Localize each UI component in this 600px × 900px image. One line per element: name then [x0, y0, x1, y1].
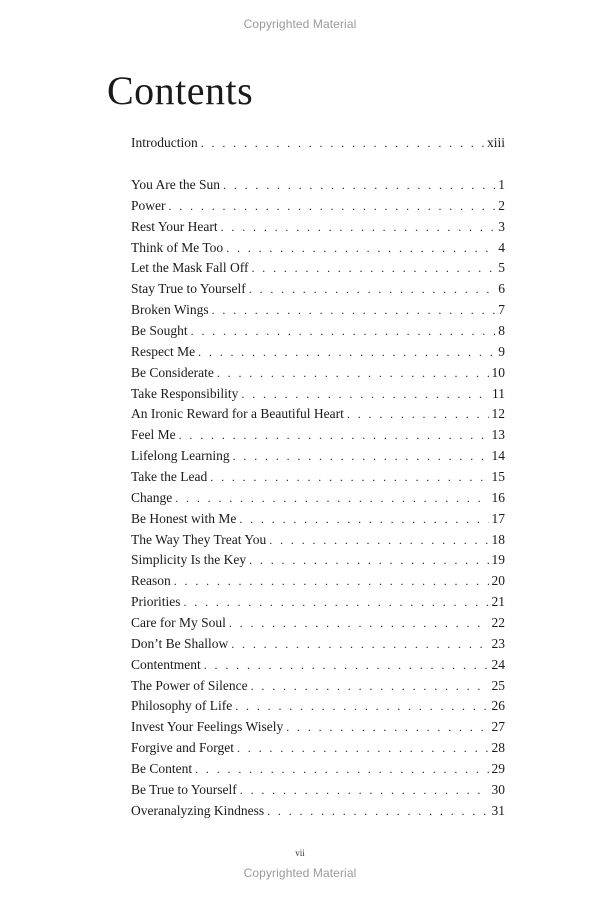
toc-introduction — [131, 133, 505, 154]
dot-leader — [251, 676, 489, 697]
toc-entry-page: 5 — [498, 260, 505, 276]
toc-entry-page: 15 — [491, 469, 505, 485]
toc-entry-title: Simplicity Is the Key — [131, 552, 247, 568]
dot-leader — [241, 384, 489, 405]
toc-entry-page: 1 — [498, 177, 505, 192]
toc-entry-page: 10 — [491, 364, 505, 380]
toc-entry-title: Be Sought — [131, 323, 188, 339]
dot-leader — [240, 780, 489, 801]
page-title: Contents — [107, 68, 254, 113]
toc-entry[interactable] — [131, 717, 505, 738]
toc-entry-page: 29 — [491, 761, 505, 777]
toc-entry[interactable] — [131, 530, 505, 551]
toc-entry[interactable] — [131, 279, 505, 300]
toc-entry[interactable] — [131, 738, 505, 759]
toc-entry[interactable] — [131, 550, 505, 571]
toc-entry-title: Invest Your Feelings Wisely — [131, 719, 284, 735]
toc-entry[interactable] — [131, 509, 505, 530]
watermark-top: Copyrighted Material — [243, 17, 357, 31]
toc-entry-page: 6 — [498, 281, 505, 297]
toc-entry-page: 18 — [491, 531, 505, 547]
toc-entry-title: Reason — [131, 573, 171, 589]
toc-entry-page: 14 — [491, 448, 505, 464]
toc-entry-page: 22 — [491, 615, 505, 631]
toc-entry-title: Priorities — [131, 594, 181, 610]
toc-entry[interactable] — [131, 488, 505, 509]
dot-leader — [239, 509, 488, 530]
toc-entry-page: 27 — [491, 719, 505, 735]
toc-entry[interactable] — [131, 676, 505, 697]
toc-entry[interactable] — [131, 613, 505, 634]
toc-entry-title: Introduction — [131, 135, 198, 150]
dot-leader — [179, 425, 489, 446]
dot-leader — [175, 488, 488, 509]
toc-entry-page: 23 — [491, 635, 505, 651]
toc-list — [131, 175, 505, 822]
toc-entry-title: Take Responsibility — [131, 385, 239, 401]
toc-entry-page: 2 — [498, 197, 505, 213]
dot-leader — [233, 446, 489, 467]
toc-entry-title: Power — [131, 197, 166, 213]
toc-entry[interactable] — [131, 300, 505, 321]
toc-entry-page: 11 — [492, 385, 505, 401]
dot-leader — [191, 321, 496, 342]
toc-entry-page: 17 — [491, 510, 505, 526]
toc-entry[interactable] — [131, 258, 505, 279]
toc-entry[interactable] — [131, 425, 505, 446]
toc-entry[interactable] — [131, 780, 505, 801]
toc-entry-title: Care for My Soul — [131, 615, 226, 631]
toc-entry-title: The Way They Treat You — [131, 531, 267, 547]
toc-entry-page: 7 — [498, 302, 505, 318]
dot-leader — [223, 175, 495, 196]
toc-entry-title: The Power of Silence — [131, 677, 248, 693]
toc-entry-title: Be Considerate — [131, 364, 214, 380]
toc-entry[interactable] — [131, 759, 505, 780]
page-number: vii — [295, 848, 305, 858]
toc-entry-page: 16 — [491, 489, 505, 505]
toc-entry-title: Feel Me — [131, 427, 176, 443]
dot-leader — [347, 404, 489, 425]
toc-entry[interactable] — [131, 342, 505, 363]
toc-entry-title: An Ironic Reward for a Beautiful Heart — [131, 406, 344, 422]
dot-leader — [231, 634, 488, 655]
dot-leader — [184, 592, 489, 613]
toc-entry[interactable] — [131, 133, 505, 154]
toc-entry[interactable] — [131, 696, 505, 717]
toc-entry-title: Philosophy of Life — [131, 698, 233, 714]
toc-entry-page: 13 — [491, 427, 505, 443]
toc-entry-page: 4 — [498, 239, 505, 255]
toc-entry-page: xiii — [486, 135, 505, 150]
toc-entry-page: 19 — [491, 552, 505, 568]
toc-entry-title: Be Honest with Me — [131, 510, 237, 526]
toc-entry[interactable] — [131, 634, 505, 655]
toc-entry-title: Change — [131, 489, 173, 505]
dot-leader — [217, 363, 489, 384]
toc-entry-title: You Are the Sun — [131, 177, 221, 192]
toc-entry-title: Don’t Be Shallow — [131, 635, 229, 651]
dot-leader — [286, 717, 488, 738]
toc-entry[interactable] — [131, 321, 505, 342]
toc-entry-page: 20 — [491, 573, 505, 589]
dot-leader — [237, 738, 489, 759]
toc-entry-title: Be True to Yourself — [131, 781, 237, 797]
toc-entry-title: Be Content — [131, 761, 193, 777]
toc-entry-title: Lifelong Learning — [131, 448, 230, 464]
toc-entry[interactable] — [131, 467, 505, 488]
toc-entry[interactable] — [131, 446, 505, 467]
toc-entry-title: Stay True to Yourself — [131, 281, 246, 297]
dot-leader — [251, 258, 495, 279]
dot-leader — [204, 655, 489, 676]
dot-leader — [235, 696, 488, 717]
dot-leader — [212, 300, 496, 321]
dot-leader — [195, 759, 488, 780]
toc-entry-page: 9 — [498, 343, 505, 359]
toc-entry-page: 31 — [491, 802, 505, 818]
toc-entry[interactable] — [131, 592, 505, 613]
toc-entry[interactable] — [131, 571, 505, 592]
toc-entry-page: 25 — [491, 677, 505, 693]
dot-leader — [221, 217, 496, 238]
toc-entry[interactable] — [131, 238, 505, 259]
toc-entry[interactable] — [131, 217, 505, 238]
toc-entry-page: 21 — [491, 594, 505, 610]
dot-leader — [267, 801, 488, 822]
dot-leader — [226, 238, 495, 259]
toc-entry-title: Forgive and Forget — [131, 740, 234, 756]
dot-leader — [210, 467, 488, 488]
toc-entry-title: Contentment — [131, 656, 201, 672]
toc-entry-page: 26 — [491, 698, 505, 714]
dot-leader — [269, 530, 488, 551]
toc-entry-page: 3 — [498, 218, 505, 234]
toc-entry-page: 24 — [491, 656, 505, 672]
toc-entry-page: 30 — [491, 781, 505, 797]
toc-entry-title: Think of Me Too — [131, 239, 224, 255]
toc-entry[interactable] — [131, 801, 505, 822]
toc-entry[interactable] — [131, 175, 505, 196]
toc-entry-page: 8 — [498, 323, 505, 339]
dot-leader — [201, 133, 484, 154]
toc-entry[interactable] — [131, 196, 505, 217]
toc-entry-title: Overanalyzing Kindness — [131, 802, 265, 818]
toc-entry[interactable] — [131, 404, 505, 425]
toc-entry[interactable] — [131, 363, 505, 384]
dot-leader — [249, 279, 495, 300]
toc-entry-title: Take the Lead — [131, 469, 208, 485]
toc-entry-title: Let the Mask Fall Off — [131, 260, 249, 276]
dot-leader — [249, 550, 488, 571]
toc-entry-title: Broken Wings — [131, 302, 209, 318]
toc-entry-title: Rest Your Heart — [131, 218, 218, 234]
dot-leader — [169, 196, 496, 217]
toc-entry-page: 12 — [491, 406, 505, 422]
dot-leader — [229, 613, 489, 634]
toc-entry-title: Respect Me — [131, 343, 196, 359]
toc-entry-page: 28 — [491, 740, 505, 756]
dot-leader — [198, 342, 495, 363]
toc-entry[interactable] — [131, 384, 505, 405]
toc-entry[interactable] — [131, 655, 505, 676]
watermark-bottom: Copyrighted Material — [243, 866, 357, 880]
dot-leader — [174, 571, 489, 592]
